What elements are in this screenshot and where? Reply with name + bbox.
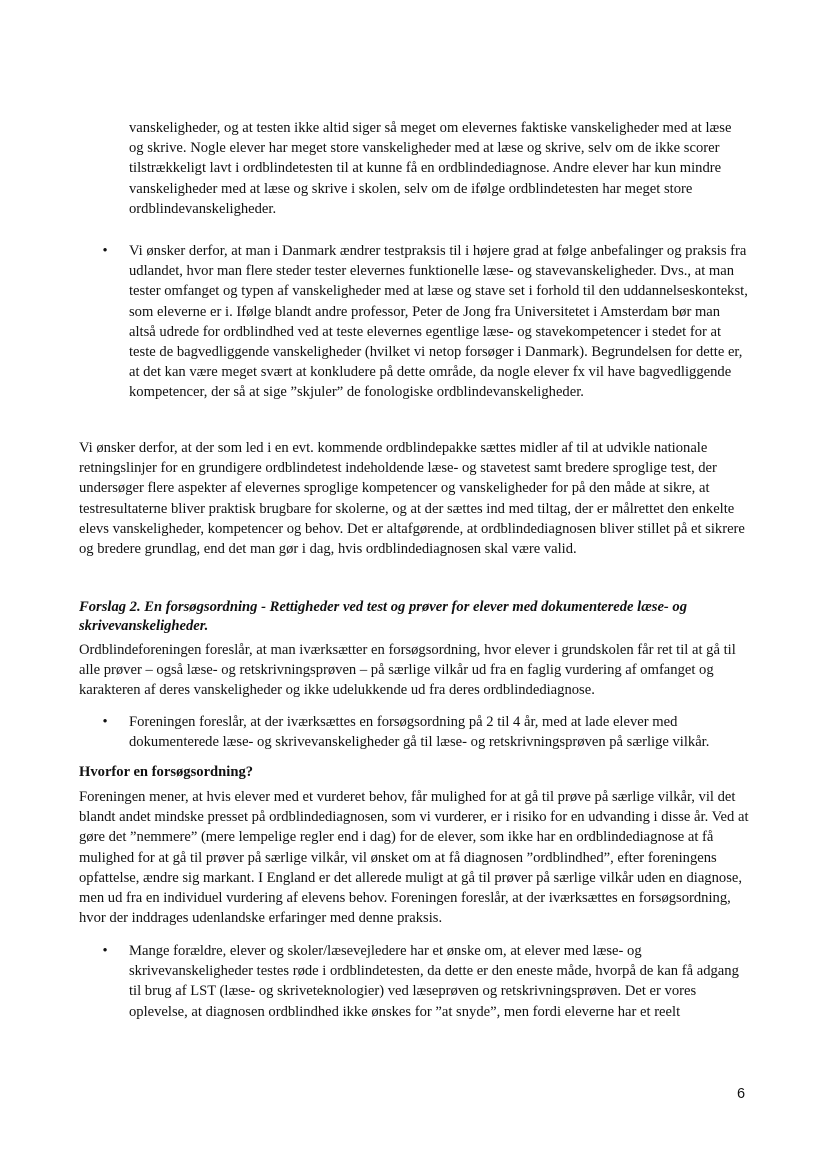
bullet-icon: • [102, 943, 108, 959]
bullet-icon: • [102, 243, 108, 259]
list-item [102, 712, 749, 752]
continuation-paragraph: vanskeligheder, og at testen ikke altid siger så meget om elevernes faktiske vanskeligheder med at læse og skrive. Nogle elever har meget store vanskeligheder med at læse og skrive, selv om de ikke scorer tilstrækkeligt lavt i ordblindetesten til at kunne få en ordblindediagnose. Andre elever har kun mindre vanskeligheder med at læse og skrive i skolen, selv om de ifølge ordblindetesten har meget store ordblindevanskeligheder. [129, 120, 732, 217]
section-heading: Forslag 2. En forsøgsordning - Rettigheder ved test og prøver for elever med dokumenterede læse- og skrivevanskeligheder. [79, 599, 688, 634]
list-item [102, 241, 749, 403]
body-paragraph: Vi ønsker derfor, at der som led i en evt. kommende ordblindepakke sættes midler af til at udvikle nationale retningslinjer for en grundigere ordblindetest indeholdende læse- og stavetest samt bredere sproglige test, der undersøger flere aspekter af elevernes sproglige kompetencer og vanskeligheder for på den måde at sikre, at testresultaterne bliver praktisk brugbare for skolerne, og at der sættes ind med tiltag, der er målrettet den enkelte elevs vanskeligheder, kompetencer og behov. Det er altafgørende, at ordblindediagnosen bliver stillet på et sikrere og bredere grundlag, end det man gør i dag, hvis ordblindediagnosen skal være valid. [79, 440, 745, 558]
bullet-text: Mange forældre, elever og skoler/læsevejledere har et ønske om, at elever med læse- og skrivevanskeligheder testes røde i ordblindetesten, da dette er den eneste måde, hvorpå de kan få adgang til brug af LST (læse- og skriveteknologier) ved læseprøven og retskrivningsprøven. Det er vores oplevelse, at diagnosen ordblindhed ikke ønskes for ”at snyde”, men fordi eleverne har et reelt [129, 943, 739, 1020]
bullet-text: Foreningen foreslår, at der iværksættes en forsøgsordning på 2 til 4 år, med at lade elever med dokumenterede læse- og skrivevanskeligheder gå til læse- og retskrivningsprøven på særlige vilkår. [129, 714, 710, 751]
list-item [102, 941, 749, 1022]
bullet-icon: • [102, 714, 108, 730]
body-paragraph: Ordblindeforeningen foreslår, at man iværksætter en forsøgsordning, hvor elever i grundskolen får ret til at gå til alle prøver – også læse- og retskrivningsprøven – på særlige vilkår ud fra en faglig vurdering af omfanget og karakteren af deres vanskeligheder og ikke udelukkende ud fra deres ordblindediagnose. [79, 642, 736, 699]
subsection-heading: Hvorfor en forsøgsordning? [79, 764, 254, 780]
page-number: 6 [737, 1086, 746, 1102]
body-paragraph: Foreningen mener, at hvis elever med et vurderet behov, får mulighed for at gå til prøve på særlige vilkår, vil det blandt andet mindske presset på ordblindediagnosen, som vi vurderer, er i risiko for en udvanding i disse år. Ved at gøre det ”nemmere” (mere lempelige regler end i dag) for de elever, som ikke har en ordblindediagnose at få mulighed for at gå til prøver på særlige vilkår, vil ønsket om at få diagnosen ”ordblindhed”, efter foreningens opfattelse, ændre sig markant. I England er det allerede muligt at gå til prøver på særlige vilkår uden en diagnose, men ud fra en individuel vurdering af elevens behov. Foreningen foreslår, at der iværksættes en forsøgsordning, hvor der inddrages udenlandske erfaringer med denne praksis. [79, 789, 749, 927]
bullet-text: Vi ønsker derfor, at man i Danmark ændrer testpraksis til i højere grad at følge anbefalinger og praksis fra udlandet, hvor man flere steder tester elevernes funktionelle læse- og stavevanskeligheder. Dvs., at man tester omfanget og typen af vanskeligheder med at læse og stave set i forhold til den uddannelseskontekst, som eleverne er i. Ifølge blandt andre professor, Peter de Jong fra Universitetet i Amsterdam bør man altså udrede for ordblindhed ved at teste elevernes egentlige læse- og stavekompetencer i stedet for at teste de bagvedliggende vanskeligheder (hvilket vi netop forsøger i Danmark). Begrundelsen for dette er, at det kan være meget svært at konkludere på dette område, da nogle elever fx vil have bagvedliggende kompetencer, der så at sige ”skjuler” de fonologiske ordblindevanskeligheder. [129, 243, 748, 401]
